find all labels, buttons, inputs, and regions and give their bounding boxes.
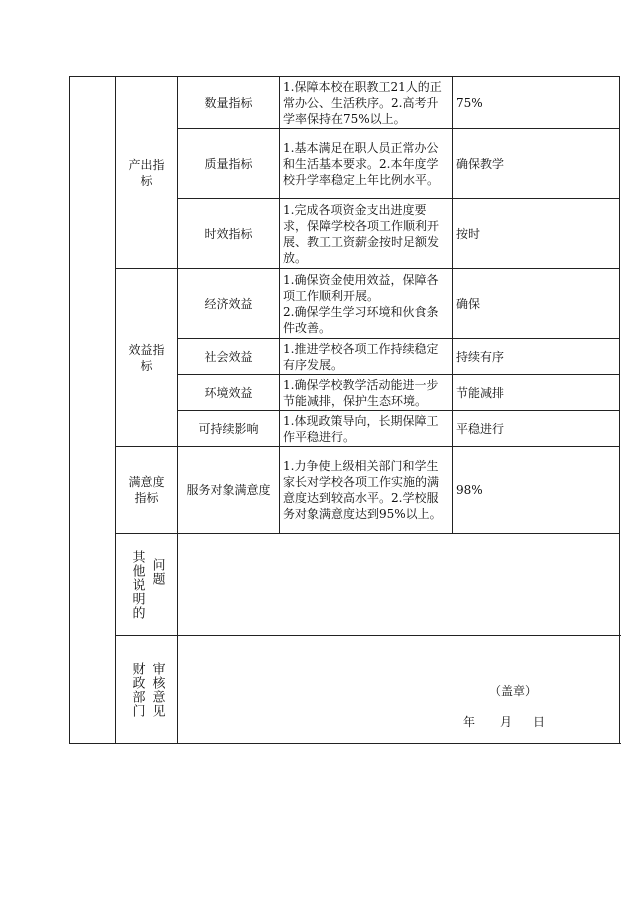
indicator-desc: 1.保障本校在职教工21人的正常办公、生活秩序。2.高考升学率保持在75%以上。 xyxy=(280,77,453,129)
finance-review-content xyxy=(178,636,620,744)
date-year: 年 xyxy=(463,715,476,729)
indicator-desc: 1.推进学校各项工作持续稳定有序发展。 xyxy=(280,339,453,375)
table-row xyxy=(70,269,620,339)
indicator-value: 75% xyxy=(453,77,620,129)
indicator-desc: 1.完成各项资金支出进度要求，保障学校各项工作顺利开展、教工工资薪金按时足额发放。 xyxy=(280,199,453,269)
finance-review-label xyxy=(116,636,178,744)
table-row xyxy=(70,534,620,636)
finance-review-label-right: 审核意见 xyxy=(149,661,165,718)
seal-text: （盖章） xyxy=(489,684,538,698)
date-day: 日 xyxy=(533,715,546,729)
indicator-value: 持续有序 xyxy=(453,339,620,375)
other-notes-label xyxy=(116,534,178,636)
table-row xyxy=(70,447,620,534)
category-benefit xyxy=(116,269,178,447)
indicator-desc: 1.确保资金使用效益，保障各项工作顺利开展。 2.确保学生学习环境和伙食条件改善。 xyxy=(280,269,453,339)
indicator-value: 确保教学 xyxy=(453,129,620,199)
other-notes-content xyxy=(178,534,620,636)
table-row xyxy=(70,77,620,129)
indicator-name: 环境效益 xyxy=(178,375,280,411)
indicator-name: 质量指标 xyxy=(178,129,280,199)
indicator-value: 98% xyxy=(453,447,620,534)
blank-left-cell xyxy=(70,77,116,744)
indicator-name-text: 服务对象满意度 xyxy=(186,483,271,497)
indicator-name: 社会效益 xyxy=(178,339,280,375)
indicator-desc: 1.力争使上级相关部门和学生家长对学校各项工作实施的满意度达到较高水平。2.学校服务对象满意度达到95%以上。 xyxy=(280,447,453,534)
category-benefit-label: 效益指标 xyxy=(128,342,165,373)
date-month: 月 xyxy=(500,715,513,729)
indicator-name xyxy=(178,447,280,534)
indicator-desc: 1.体现政策导向，长期保障工作平稳进行。 xyxy=(280,411,453,447)
indicator-value: 按时 xyxy=(453,199,620,269)
table-row xyxy=(70,636,620,744)
category-satisfaction xyxy=(116,447,178,534)
performance-table xyxy=(69,76,620,744)
indicator-desc: 1.基本满足在职人员正常办公和生活基本要求。2.本年度学校升学率稳定上年比例水平。 xyxy=(280,129,453,199)
indicator-value: 平稳进行 xyxy=(453,411,620,447)
indicator-name: 时效指标 xyxy=(178,199,280,269)
category-output xyxy=(116,77,178,269)
other-notes-label-right: 问题 xyxy=(149,557,165,586)
indicator-name: 经济效益 xyxy=(178,269,280,339)
indicator-value: 确保 xyxy=(453,269,620,339)
category-output-label: 产出指标 xyxy=(128,157,165,188)
indicator-name: 可持续影响 xyxy=(178,411,280,447)
indicator-desc: 1.确保学校教学活动能进一步节能减排，保护生态环境。 xyxy=(280,375,453,411)
indicator-name: 数量指标 xyxy=(178,77,280,129)
finance-review-label-left: 财政部门 xyxy=(129,661,145,718)
other-notes-label-left: 其他说明的 xyxy=(129,549,145,620)
indicator-value: 节能减排 xyxy=(453,375,620,411)
category-satisfaction-label: 满意度指标 xyxy=(128,475,165,505)
